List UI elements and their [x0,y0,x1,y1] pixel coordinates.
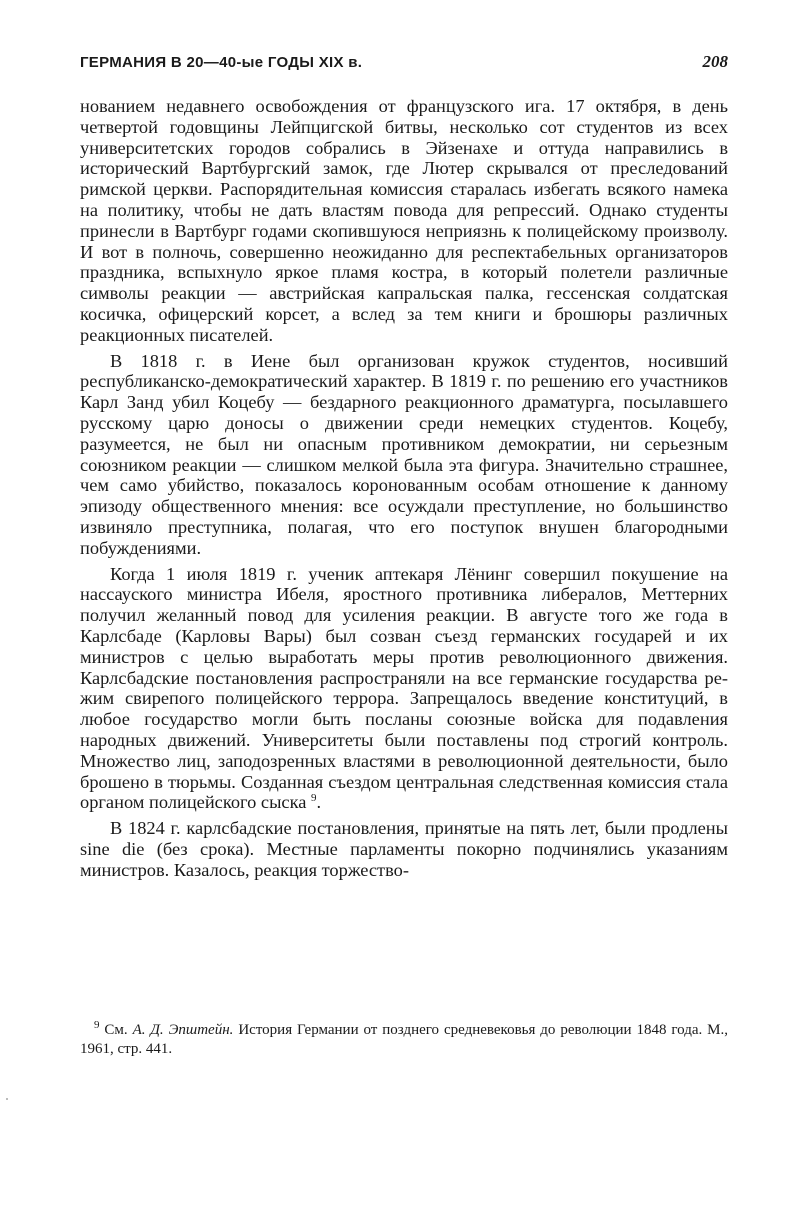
page-number: 208 [702,52,728,71]
paragraph-2: В 1818 г. в Иене был организован кружок студентов, носивший республиканско-демократический характер. В 1819 г. по решению его участников Карл Занд убил Коцебу — бездарного реакционного драматурга, посылавшего русскому царю доносы о движении среди немецких студентов. Коцебу, разумеется, не был ни опасным противником демократии, ни серьезным союзником реакции — слишком мелкой была эта фигура. Значительно страшнее, чем само убийство, показалось коронованным особам отношение к данному эпизоду общественного мнения: все осуждали преступление, но большинство извиняло преступника, полагая, что его поступок внушен благородными побуждениями. [80,350,728,558]
paragraph-1: нованием недавнего освобождения от французского ига. 17 октября, в день четвертой годовщины Лейпцигской битвы, несколько сот студентов из всех университетских городов собрались в Эйзенахе и оттуда направились в исторический Вартбургский замок, где Лютер скрывался от преследований римской церкви. Распорядительная комиссия старалась избегать всякого намека на политику, чтобы не дать властям повода для репрессий. Однако студенты принесли в Вартбург годами скопившуюся неприязнь к полицейскому произволу. И вот в полночь, совершенно неожиданно для респектабельных организаторов праздника, вспыхнуло яркое пламя костра, в который полетели различные символы реакции — австрийская капральская палка, гессенская солдатская косичка, офицерский корсет, а вслед за тем книги и брошюры различных реакционных писателей. [80,96,728,345]
chapter-title: ГЕРМАНИЯ В 20—40-ые ГОДЫ XIX в. [80,54,363,71]
paragraph-4: В 1824 г. карлсбадские постановления, принятые на пять лет, были продлены sine die (без срока). Местные парламенты покорно подчинялись указаниям министров. Казалось, реакция торжество- [80,818,728,880]
footnote-prefix: См. [104,1022,128,1038]
paragraph-3-tail: . [316,792,322,813]
footnote-mark: 9 [94,1019,100,1031]
running-head [80,52,728,72]
body-text [80,96,728,880]
paragraph-3 [80,564,728,814]
footnote-reference[interactable]: 9 [311,792,317,805]
scan-speck [6,1098,8,1100]
footnote-author: А. Д. Эпштейн. [132,1022,234,1038]
paragraph-3-text: Когда 1 июля 1819 г. ученик аптекаря Лёнинг совершил покушение на нассауского министра Ибеля, яростного противника либералов, Меттерних получил желанный повод для усиления реакции. В августе того же года в Карлсбаде (Карловы Вары) был созван съезд германских государей и их министров с целью выработать меры против революционного движения. Карлсбадские постановления распространяли на все германские государства режим свирепого полицейского террора. Запрещалось введение конституций, в любое государство могли быть посланы союзные войска для подавления народных движений. Университеты были поставлены под строгий контроль. Множество лиц, заподозренных властями в революционной деятельности, было брошено в тюрьмы. Созданная съездом центральная следственная комиссия стала органом полицейского сыска [80,563,728,813]
footnote-text: История Германии от позднего средневековья до революции 1848 года. М., 1961, стр. 441. [80,1022,728,1057]
footnote [80,1021,728,1059]
